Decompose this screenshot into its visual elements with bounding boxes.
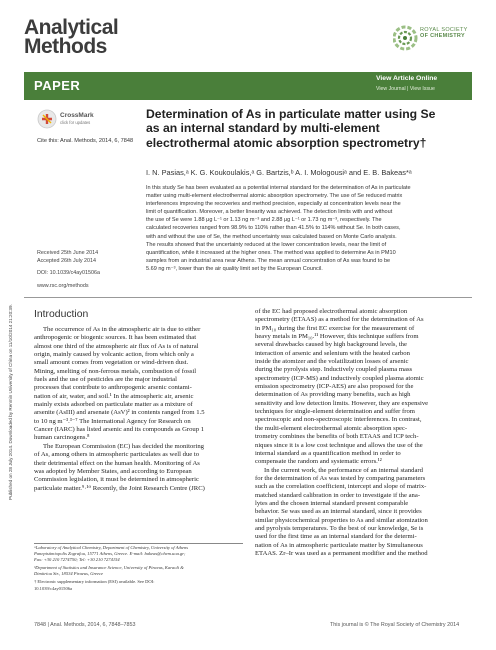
body-line: to 10 ng m⁻³.³⁻⁷ The International Agency for Research on (34, 417, 191, 425)
abstract-line: samples from an industrial area near Athens. The mean annual concentration of As was found to be (146, 257, 391, 264)
article-title-line: as an internal standard by multi-element (146, 121, 380, 136)
body-line: for the determination of As was tested by comparing parameters (255, 474, 426, 482)
article-title-line: Determination of As in particulate matter using Se (146, 107, 436, 121)
body-line: of the EC had proposed electrothermal atomic absorption (255, 308, 408, 315)
abstract-line: limit of quantification. Moreover, a better linearity was achieved. The detection limits with and without (146, 209, 393, 216)
introduction-heading: Introduction (34, 309, 89, 320)
body-line: The occurrence of As in the atmospheric air is due to either (43, 326, 201, 333)
body-line: behavior. Se was used as an internal standard, since it provides (255, 508, 422, 516)
body-line: lytes and the chosen internal standard present comparable (255, 499, 409, 507)
body-line: during the pyrolysis step. Inductively coupled plasma mass (255, 366, 413, 374)
body-line: spectrometry (ETAAS) as a method for the determination of As (255, 316, 424, 324)
body-line: sensitivity and low detection limits. However, they are expensive (255, 399, 429, 407)
body-line: inside the atomizer and the volatilization losses of arsenic (255, 358, 409, 366)
article-title-line: electrothermal atomic absorption spectrometry† (146, 135, 427, 150)
abstract-line: calculated recoveries ranged from 98.9% to 110% rather than 41.5% to 114% without Se. In both cases, (146, 225, 401, 232)
body-line: determination of As providing many benefits, such as high (255, 391, 411, 399)
abstract-line: quantification, while it increased at the higher ones. The method was applied to determine As in PM10 (146, 249, 396, 256)
footnote-line: ᵃLaboratory of Analytical Chemistry, Department of Chemistry, University of Athens (34, 545, 189, 550)
body-line: of As, among others in atmospheric particulates as well due to (34, 451, 200, 459)
view-article-online-link[interactable]: View Article Online (376, 75, 438, 82)
body-line: almost one third of the atmospheric air flux of As is of natural (34, 342, 199, 350)
footnote-line: † Electronic supplementary information (ESI) available. See DOI: (34, 579, 155, 585)
body-line: Mining, smelting of non-ferrous metals, combustion of fossil (34, 367, 197, 375)
footnote-line[interactable]: 10.1039/c4ay01506a (34, 585, 73, 591)
page-footer-right: This journal is © The Royal Society of Chemistry 2014 (330, 622, 460, 628)
doi[interactable]: DOI: 10.1039/c4ay01506a (37, 270, 100, 276)
body-line: ETAAS. Zr–Ir was used as a permanent modifier and the method (255, 549, 428, 557)
section-divider (24, 297, 472, 298)
body-line: Commission legislation, it must be determined in atmospheric (34, 476, 199, 484)
crossmark-label[interactable]: CrossMark (60, 112, 94, 119)
body-line: The European Commission (EC) has decided the monitoring (43, 442, 205, 450)
citation-line: Cite this: Anal. Methods, 2014, 6, 7848 (37, 138, 134, 144)
abstract-line: the use of Se were 1.88 μg L⁻¹ or 1.13 ng m⁻³ and 2.88 μg L⁻¹ or 1.73 ng m⁻³, respectively. The (146, 217, 382, 224)
body-line: techniques for single-element determination and suffer from (255, 408, 415, 416)
journal-site-link[interactable]: www.rsc.org/methods (37, 283, 89, 289)
body-line: In the current work, the performance of an internal standard (264, 466, 423, 474)
body-line: Cancer (IARC) has listed arsenic and its compounds as Group 1 (34, 426, 205, 434)
received-date: Received 25th June 2014 (37, 250, 99, 256)
rsc-logo-icon (393, 16, 473, 62)
publisher-name (420, 27, 468, 39)
body-line: nation of air, water, and soil.¹ In the atmospheric air, arsenic (34, 392, 194, 400)
body-line: arsenite (AsIII) and arsenate (AsV)² in contents ranged from 1.5 (34, 409, 205, 417)
side-note-text: Published on 28 July 2014. Downloaded by Renmin University of China on 11/10/2014 21:20:39. (8, 304, 13, 500)
body-line: such as the correlation coefficient, intercept and slope of matrix- (255, 483, 427, 491)
abstract-line: 5.69 ng m⁻³, lower than the air quality limit set by the European Council. (146, 265, 323, 272)
footnote-affiliation-b (34, 565, 243, 577)
abstract-line: interferences improving the recoveries and method precision, especially at concentration levels near the (146, 201, 401, 208)
body-line: used for the first time as an internal standard for the determi- (255, 533, 417, 541)
body-line: the multi-element electrothermal atomic absorption spec- (255, 424, 408, 432)
body-line: spectroscopic and non-spectroscopic interferences. In contrast, (255, 416, 422, 424)
body-line: small amount comes from vegetation or wind-driven dust. (34, 359, 189, 367)
body-line: similar physicochemical properties to As and similar atomization (255, 516, 428, 524)
body-line: compensate the random and systematic errors.¹² (255, 458, 382, 466)
article-title (146, 107, 476, 150)
body-line: spectrometry (ICP-MS) and inductively coupled plasma atomic (255, 374, 424, 382)
body-line: heavy metals in PM₁₀.¹¹ However, this technique suffers from (255, 333, 419, 341)
body-line: internal standard as a quantification method in order to (255, 449, 401, 457)
body-line: matched standard calibration in order to investigate if the ana- (255, 491, 421, 499)
body-line: nation of As in atmospheric particulate matter by Simultaneous (255, 541, 423, 549)
publisher-line2: OF CHEMISTRY (420, 33, 465, 39)
footnote-affiliation-a (34, 545, 243, 563)
journal-title (24, 18, 118, 56)
footnote-esi (34, 579, 243, 591)
body-column-left (34, 326, 243, 493)
footnote-line: Fax: +30 210 7274750; Tel: +30 210 7274154 (34, 557, 120, 563)
footnotes (34, 545, 243, 594)
body-line: in PM₁₀ during the first EC exercise for the measurement of (255, 324, 415, 332)
accepted-date: Accepted 26th July 2014 (37, 258, 97, 264)
abstract-line: matter using multi-element electrothermal atomic absorption spectrometry. The use of Se reduced matrix (146, 193, 403, 200)
journal-title-line1: Analytical (24, 16, 119, 39)
abstract-line: The results showed that the uncertainty reduced at the lower concentration levels, near the limit of (146, 241, 387, 248)
body-line: particulate matter.⁹·¹⁰ Recently, the Joint Research Centre (JRC) (34, 484, 205, 492)
body-line: interaction of arsenic and selenium with the heated carbon (255, 349, 410, 357)
body-line: several drawbacks caused by high background levels, the (255, 341, 407, 349)
body-line: was adopted by Member States, and according to European (34, 467, 192, 475)
footnote-line: ᵇDepartment of Statistics and Insurance Science, University of Piraeus, Karaoli & (34, 565, 184, 571)
journal-title-line2: Methods (24, 35, 107, 58)
abstract (146, 184, 472, 273)
footnote-line: Dimitriou Str., 18534 Piraeus, Greece (34, 571, 104, 577)
publisher-line1: ROYAL SOCIETY (420, 27, 468, 33)
author-list: I. N. Pasias,ᵃ K. G. Koukoulakis,ᵃ G. Bartzis,ᵇ A. I. Mologousiᵃ and E. B. Bakeas*ᵃ (146, 168, 412, 177)
footnote-line: Panepistimiopolis Zografou, 15771 Athens, Greece. E-mail: bakeas@chem.uoa.gr; (34, 551, 186, 557)
body-line: trometry combines the benefits of both ETAAS and ICP tech- (255, 433, 419, 441)
body-line: processes that contribute to anthropogenic arsenic contami- (34, 384, 192, 392)
article-type-label: PAPER (34, 78, 81, 93)
body-line: and pyrolysis temperatures. To the best of our knowledge, Se is (255, 524, 424, 532)
body-line: origin, mainly caused by volcanic action, from which only a (34, 351, 194, 359)
body-line: their detrimental effect on the human health. Monitoring of As (34, 459, 200, 467)
view-journal-issue-link[interactable]: View Journal | View Issue (376, 86, 435, 92)
body-line: emission spectrometry (ICP-AES) are also proposed for the (255, 383, 414, 391)
body-line: fuels and the use of pesticides are the major industrial (34, 376, 177, 384)
footnote-rule (34, 543, 243, 544)
body-line: mainly exists adsorbed on particulate matter as a mixture of (34, 401, 193, 409)
page-footer-left: 7848 | Anal. Methods, 2014, 6, 7848–7853 (34, 622, 136, 628)
body-line: human carcinogens.⁸ (34, 434, 90, 442)
abstract-line: In this study Se has been evaluated as a potential internal standard for the determination of As in particulate (146, 185, 411, 191)
crossmark-sub[interactable]: click for updates (60, 120, 91, 125)
abstract-line: with and without the use of Se, the method uncertainty was calculated based on Monte Carlo analysis. (146, 233, 397, 240)
body-line: anthropogenic or biogenic sources. It has been estimated that (34, 334, 197, 342)
body-column-right (255, 308, 465, 558)
download-side-note (1, 260, 13, 500)
body-line: niques since it is a low cost technique and allows the use of the (255, 441, 423, 449)
